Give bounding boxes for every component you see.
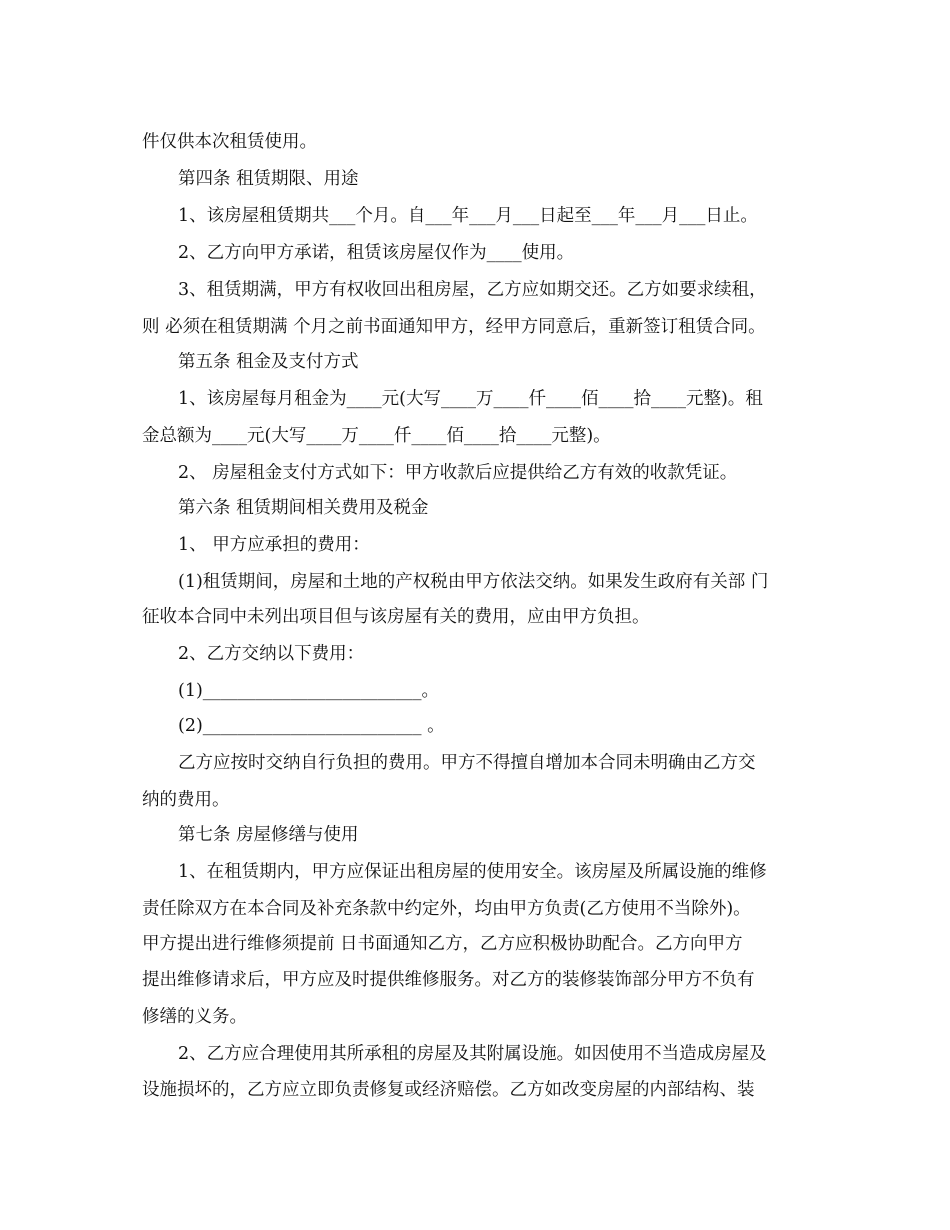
text-line: 3、租赁期满，甲方有权收回出租房屋，乙方应如期交还。乙方如要求续租，: [178, 280, 767, 300]
text-line: 乙方应按时交纳自行负担的费用。甲方不得擅自增加本合同未明确由乙方交: [178, 753, 756, 773]
text-line: 设施损坏的，乙方应立即负责修复或经济赔偿。乙方如改变房屋的内部结构、装: [142, 1080, 755, 1100]
text-line: 件仅供本次租赁使用。: [142, 132, 317, 152]
text-line: 金总额为____元(大写____万____仟____佰____拾____元整)。: [142, 426, 611, 446]
section-heading: 第六条 租赁期间相关费用及税金: [178, 498, 429, 518]
section-heading: 第七条 房屋修缮与使用: [178, 825, 359, 845]
section-heading: 第四条 租赁期限、用途: [178, 169, 359, 189]
text-line: 1、该房屋每月租金为____元(大写____万____仟____佰____拾____元整)。租: [178, 389, 763, 409]
text-line: 1、 甲方应承担的费用：: [178, 535, 370, 555]
text-line: 纳的费用。: [142, 790, 230, 810]
text-line: 1、该房屋租赁期共___个月。自___年___月___日起至___年___月___日止。: [178, 206, 758, 226]
text-line: (1)租赁期间，房屋和土地的产权税由甲方依法交纳。如果发生政府有关部 门: [178, 572, 769, 592]
text-line: 2、乙方交纳以下费用：: [178, 644, 365, 664]
text-line: 2、乙方向甲方承诺，租赁该房屋仅作为____使用。: [178, 243, 575, 263]
text-line: 修缮的义务。: [142, 1007, 247, 1027]
text-line: 2、乙方应合理使用其所承租的房屋及其附属设施。如因使用不当造成房屋及: [178, 1044, 767, 1064]
text-line: 1、在租赁期内，甲方应保证出租房屋的使用安全。该房屋及所属设施的维修: [178, 862, 767, 882]
text-line: 征收本合同中未列出项目但与该房屋有关的费用，应由甲方负担。: [142, 607, 650, 627]
text-line: 甲方提出进行维修须提前 日书面通知乙方，乙方应积极协助配合。乙方向甲方: [142, 934, 743, 954]
text-line: 则 必须在租赁期满 个月之前书面通知甲方，经甲方同意后，重新签订租赁合同。: [142, 317, 766, 337]
text-line: 提出维修请求后，甲方应及时提供维修服务。对乙方的装修装饰部分甲方不负有: [142, 970, 755, 990]
text-line: (2)_________________________ 。: [178, 716, 445, 736]
text-line: (1)_________________________。: [178, 681, 440, 701]
text-line: 责任除双方在本合同及补充条款中约定外，均由甲方负责(乙方使用不当除外)。: [142, 899, 751, 919]
section-heading: 第五条 租金及支付方式: [178, 352, 359, 372]
text-line: 2、 房屋租金支付方式如下：甲方收款后应提供给乙方有效的收款凭证。: [178, 463, 738, 483]
